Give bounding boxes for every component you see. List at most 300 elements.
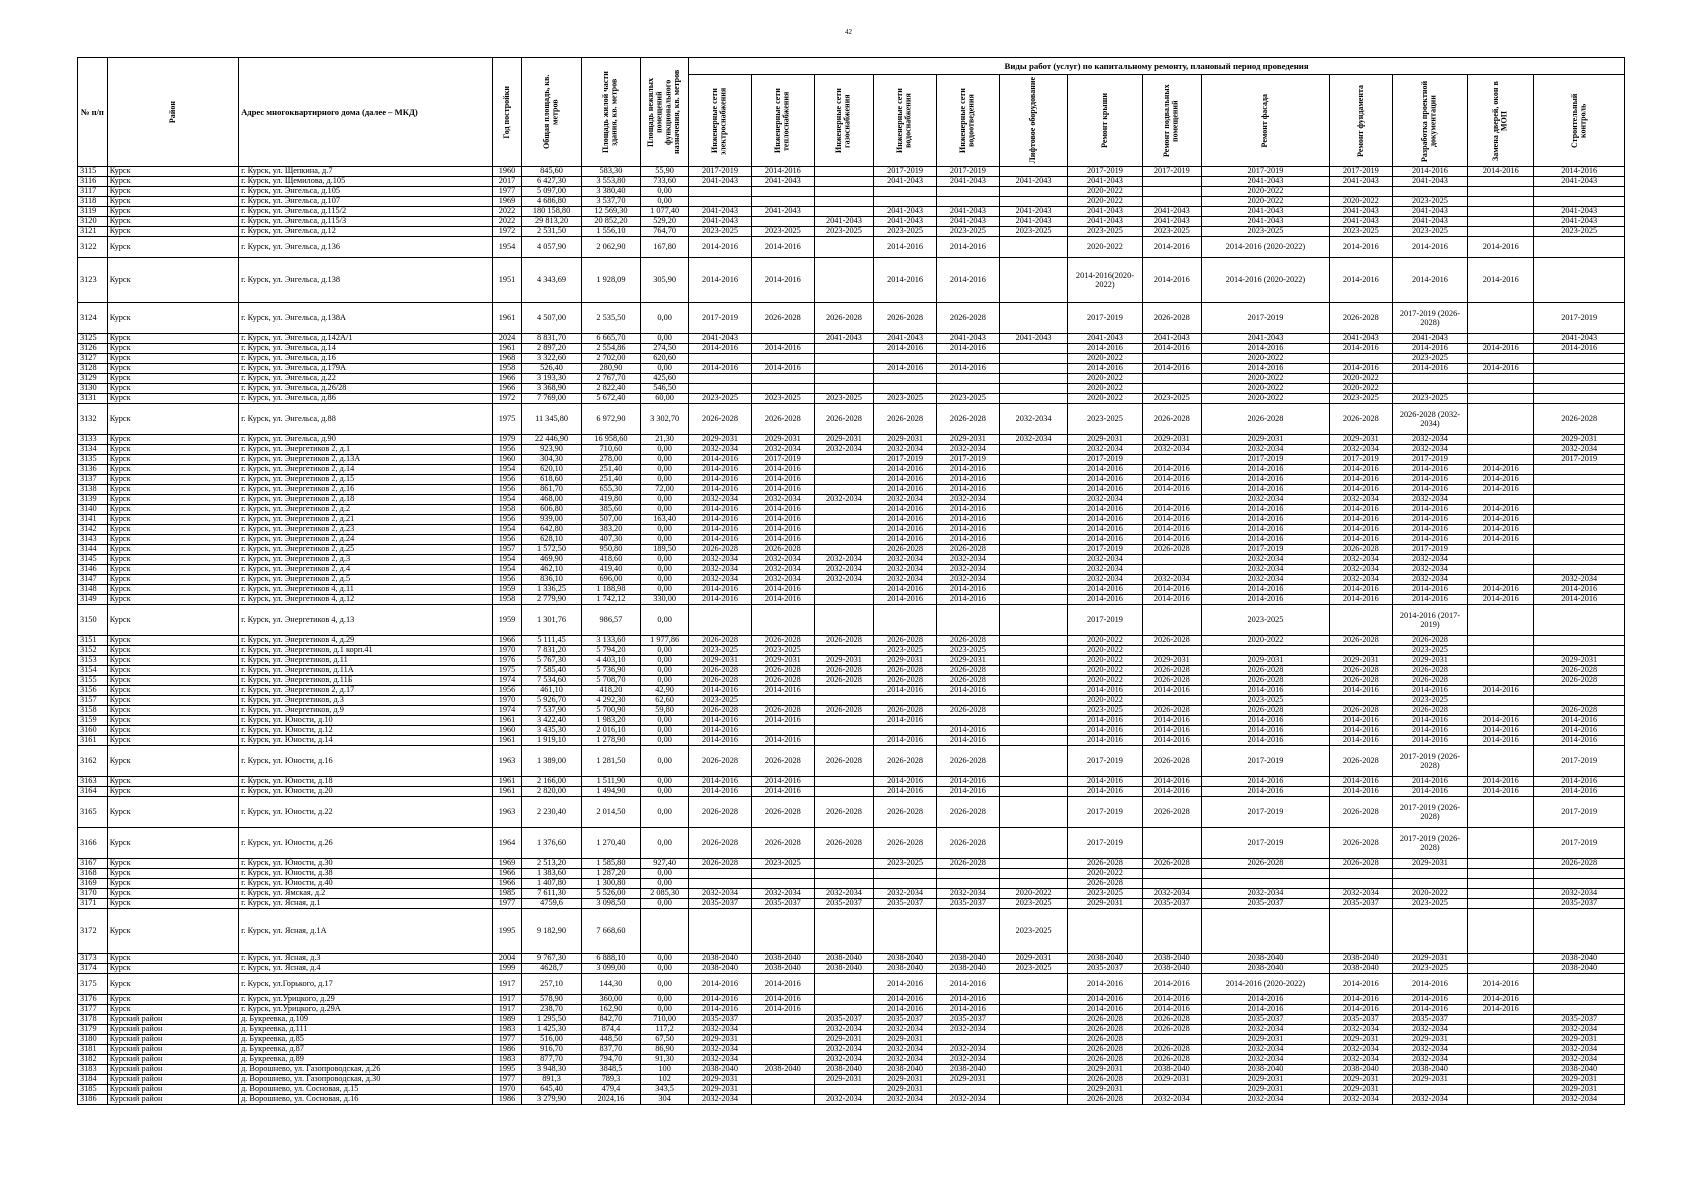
cell-work-period: 2029-2031: [874, 656, 937, 666]
cell-work-period: 2026-2028: [936, 828, 999, 859]
cell-nonliving-area: 0,00: [641, 1005, 689, 1015]
cell-work-period: [1468, 869, 1534, 879]
cell-living-area: 12 569,30: [581, 207, 640, 217]
cell-num: 3178: [78, 1015, 108, 1025]
cell-total-area: 578,90: [522, 995, 581, 1005]
cell-work-period: 2032-2034: [1392, 1045, 1467, 1055]
cell-total-area: 836,10: [522, 575, 581, 585]
cell-work-period: 2014-2016: [751, 465, 814, 475]
cell-work-period: [874, 869, 937, 879]
cell-nonliving-area: 91,30: [641, 1055, 689, 1065]
cell-work-period: [874, 384, 937, 394]
cell-address: г. Курск, ул. Энгельса, д.14: [239, 344, 493, 354]
cell-work-period: 2014-2016: [689, 258, 752, 303]
cell-work-period: 2026-2028: [1534, 859, 1625, 869]
cell-num: 3161: [78, 736, 108, 746]
cell-address: г. Курск, ул. Энгельса, д.115/2: [239, 207, 493, 217]
cell-work-period: [1468, 1095, 1534, 1105]
cell-work-period: 2026-2028: [874, 706, 937, 716]
cell-district: Курск: [107, 974, 238, 995]
cell-work-period: 2032-2034: [689, 575, 752, 585]
cell-district: Курск: [107, 344, 238, 354]
cell-work-period: 2038-2040: [874, 964, 937, 974]
cell-nonliving-area: 60,00: [641, 394, 689, 404]
cell-work-period: [936, 197, 999, 207]
cell-work-period: 2032-2034: [1534, 1055, 1625, 1065]
cell-work-period: [1534, 535, 1625, 545]
table-row: [78, 656, 1625, 666]
cell-work-period: 2023-2025: [874, 646, 937, 656]
cell-total-area: 923,90: [522, 445, 581, 455]
cell-work-period: [751, 605, 814, 636]
cell-work-period: 2032-2034: [1329, 565, 1392, 575]
cell-work-period: 2014-2016: [1392, 505, 1467, 515]
cell-work-period: 2029-2031: [689, 1085, 752, 1095]
cell-district: Курск: [107, 535, 238, 545]
cell-work-period: 2014-2016: [751, 167, 814, 177]
cell-work-period: [1201, 646, 1329, 656]
cell-work-period: 2014-2016: [1392, 726, 1467, 736]
cell-work-period: 2029-2031: [1392, 954, 1467, 964]
cell-num: 3185: [78, 1085, 108, 1095]
cell-work-period: [1534, 505, 1625, 515]
cell-work-period: 2038-2040: [1329, 954, 1392, 964]
cell-work-period: 2014-2016: [936, 726, 999, 736]
cell-work-period: 2041-2043: [1534, 207, 1625, 217]
cell-work-period: [999, 475, 1068, 485]
cell-work-period: 2023-2025: [814, 394, 873, 404]
table-row: [78, 465, 1625, 475]
cell-total-area: 7 769,00: [522, 394, 581, 404]
cell-nonliving-area: 0,00: [641, 585, 689, 595]
cell-district: Курск: [107, 575, 238, 585]
cell-work-period: 2014-2016: [936, 736, 999, 746]
cell-work-period: 2017-2019: [936, 455, 999, 465]
cell-work-period: 2023-2025: [874, 394, 937, 404]
cell-work-period: 2014-2016: [1142, 535, 1201, 545]
cell-num: 3165: [78, 797, 108, 828]
cell-work-period: 2041-2043: [1201, 207, 1329, 217]
cell-work-period: 2014-2016: [874, 465, 937, 475]
cell-work-period: [814, 1005, 873, 1015]
cell-work-period: [999, 974, 1068, 995]
cell-address: г. Курск, ул. Энергетиков 2, д.23: [239, 525, 493, 535]
cell-work-period: 2026-2028: [689, 676, 752, 686]
cell-work-period: 2026-2028: [814, 666, 873, 676]
cell-work-period: [1142, 565, 1201, 575]
cell-address: г. Курск, ул. Ясная, д.4: [239, 964, 493, 974]
cell-year: 1966: [492, 636, 522, 646]
cell-work-period: [874, 696, 937, 706]
cell-work-period: 2029-2031: [1534, 435, 1625, 445]
table-row: [78, 545, 1625, 555]
cell-address: г. Курск, ул. Энергетиков 2, д.5: [239, 575, 493, 585]
cell-nonliving-area: 0,00: [641, 746, 689, 777]
cell-nonliving-area: 0,00: [641, 575, 689, 585]
table-row: [78, 828, 1625, 859]
cell-district: Курск: [107, 207, 238, 217]
cell-district: Курск: [107, 475, 238, 485]
cell-work-period: 2029-2031: [1329, 1035, 1392, 1045]
cell-work-period: 2014-2016: [751, 787, 814, 797]
cell-work-period: 2032-2034: [874, 889, 937, 899]
cell-work-period: 2035-2037: [1201, 899, 1329, 909]
cell-total-area: 845,60: [522, 167, 581, 177]
cell-work-period: [874, 879, 937, 889]
cell-work-period: 2029-2031: [1142, 1075, 1201, 1085]
cell-work-period: 2014-2016: [1329, 364, 1392, 374]
cell-num: 3155: [78, 676, 108, 686]
cell-living-area: 1 556,10: [581, 227, 640, 237]
cell-work-period: 2026-2028: [936, 706, 999, 716]
cell-work-period: 2014-2016: [1392, 777, 1467, 787]
cell-work-period: [999, 237, 1068, 258]
cell-address: г. Курск, ул. Энергетиков 2, д.17: [239, 686, 493, 696]
cell-work-period: 2014-2016: [1468, 475, 1534, 485]
cell-work-period: 2029-2031: [1201, 656, 1329, 666]
cell-work-period: [999, 1025, 1068, 1035]
cell-district: Курск: [107, 828, 238, 859]
cell-work-period: 2014-2016: [1468, 344, 1534, 354]
cell-work-period: 2023-2025: [751, 394, 814, 404]
cell-work-period: [1329, 909, 1392, 954]
cell-work-period: 2032-2034: [1068, 445, 1142, 455]
cell-work-period: 2026-2028: [1201, 859, 1329, 869]
cell-work-period: 2041-2043: [1201, 334, 1329, 344]
cell-work-period: [999, 1005, 1068, 1015]
cell-num: 3175: [78, 974, 108, 995]
cell-work-period: 2026-2028: [1068, 1095, 1142, 1105]
cell-work-period: [1534, 258, 1625, 303]
cell-work-period: 2014-2016: [689, 364, 752, 374]
cell-nonliving-area: 163,40: [641, 515, 689, 525]
cell-work-period: 2032-2034: [1201, 1045, 1329, 1055]
cell-num: 3177: [78, 1005, 108, 1015]
cell-num: 3183: [78, 1065, 108, 1075]
cell-work-period: 2032-2034: [751, 889, 814, 899]
cell-work-period: [1468, 555, 1534, 565]
cell-work-period: [751, 1035, 814, 1045]
cell-work-period: 2014-2016: [1201, 465, 1329, 475]
cell-work-period: 2014-2016: [874, 595, 937, 605]
cell-work-period: 2014-2016: [1068, 525, 1142, 535]
cell-living-area: 16 958,60: [581, 435, 640, 445]
cell-address: г. Курск, ул. Энергетиков, д.1 корп.41: [239, 646, 493, 656]
cell-work-period: 2014-2016: [1329, 686, 1392, 696]
cell-living-area: 251,40: [581, 465, 640, 475]
cell-address: д. Букреевка, д.85: [239, 1035, 493, 1045]
cell-work-period: 2032-2034: [689, 1045, 752, 1055]
cell-work-period: 2032-2034: [1534, 575, 1625, 585]
col-header-work-label: Инженерные сети электроснабжения: [710, 86, 729, 155]
cell-work-period: 2041-2043: [814, 217, 873, 227]
cell-work-period: 2041-2043: [1201, 177, 1329, 187]
cell-work-period: [1468, 303, 1534, 334]
cell-total-area: 642,80: [522, 525, 581, 535]
cell-year: 2022: [492, 217, 522, 227]
cell-living-area: 7 668,60: [581, 909, 640, 954]
cell-work-period: 2014-2016: [1329, 505, 1392, 515]
cell-work-period: [999, 828, 1068, 859]
cell-work-period: 2014-2016: [1468, 995, 1534, 1005]
cell-num: 3172: [78, 909, 108, 954]
cell-work-period: [874, 197, 937, 207]
cell-work-period: 2026-2028: [1068, 1015, 1142, 1025]
cell-work-period: 2029-2031: [874, 1085, 937, 1095]
cell-work-period: 2029-2031: [814, 656, 873, 666]
cell-living-area: 1 300,80: [581, 879, 640, 889]
table-row: [78, 334, 1625, 344]
cell-work-period: 2017-2019: [1201, 167, 1329, 177]
cell-work-period: [751, 187, 814, 197]
cell-work-period: 2041-2043: [814, 334, 873, 344]
cell-district: Курск: [107, 869, 238, 879]
cell-total-area: 3 948,30: [522, 1065, 581, 1075]
table-row: [78, 515, 1625, 525]
cell-living-area: 1 511,90: [581, 777, 640, 787]
cell-work-period: 2029-2031: [1392, 1035, 1467, 1045]
cell-work-period: 2041-2043: [1068, 177, 1142, 187]
table-row: [78, 869, 1625, 879]
cell-work-period: 2032-2034: [874, 1095, 937, 1105]
cell-work-period: 2014-2016: [1142, 726, 1201, 736]
capital-repair-table-sheet: [77, 57, 1625, 1105]
cell-work-period: [999, 485, 1068, 495]
cell-work-period: 2023-2025: [1392, 899, 1467, 909]
cell-work-period: 2032-2034: [1534, 445, 1625, 455]
cell-total-area: 645,40: [522, 1085, 581, 1095]
table-row: [78, 167, 1625, 177]
cell-work-period: 2026-2028: [874, 746, 937, 777]
cell-work-period: 2014-2016: [1068, 585, 1142, 595]
table-row: [78, 187, 1625, 197]
cell-work-period: 2023-2025: [936, 646, 999, 656]
table-row: [78, 726, 1625, 736]
cell-nonliving-area: 0,00: [641, 646, 689, 656]
cell-living-area: 360,00: [581, 995, 640, 1005]
cell-living-area: 6 888,10: [581, 954, 640, 964]
table-row: [78, 974, 1625, 995]
cell-work-period: 2026-2028: [874, 636, 937, 646]
cell-work-period: 2023-2025: [689, 696, 752, 706]
cell-work-period: 2014-2016: [874, 485, 937, 495]
cell-work-period: 2014-2016: [936, 777, 999, 787]
cell-work-period: 2038-2040: [936, 1065, 999, 1075]
cell-address: г. Курск, ул.Горького, д.17: [239, 974, 493, 995]
cell-nonliving-area: 0,00: [641, 879, 689, 889]
cell-work-period: 2032-2034: [689, 445, 752, 455]
cell-work-period: 2014-2016: [1534, 726, 1625, 736]
cell-year: 1972: [492, 394, 522, 404]
cell-work-period: 2041-2043: [1142, 334, 1201, 344]
cell-work-period: 2038-2040: [874, 1065, 937, 1075]
cell-work-period: 2041-2043: [936, 334, 999, 344]
cell-total-area: 3 368,90: [522, 384, 581, 394]
cell-work-period: 2014-2016: [936, 787, 999, 797]
cell-work-period: 2032-2034: [936, 1025, 999, 1035]
cell-work-period: 2014-2016: [751, 595, 814, 605]
cell-work-period: 2026-2028: [689, 828, 752, 859]
cell-work-period: [1068, 909, 1142, 954]
cell-work-period: 2014-2016: [751, 258, 814, 303]
cell-work-period: [1468, 445, 1534, 455]
cell-work-period: 2029-2031: [1329, 656, 1392, 666]
cell-work-period: 2041-2043: [1392, 334, 1467, 344]
cell-work-period: 2014-2016: [751, 686, 814, 696]
cell-work-period: 2026-2028: [1142, 1015, 1201, 1025]
cell-year: 1983: [492, 1055, 522, 1065]
cell-total-area: 469,90: [522, 555, 581, 565]
cell-work-period: 2014-2016: [1142, 787, 1201, 797]
cell-work-period: 2026-2028: [1068, 1055, 1142, 1065]
cell-work-period: [814, 686, 873, 696]
cell-work-period: 2014-2016: [1068, 787, 1142, 797]
cell-work-period: [1468, 227, 1534, 237]
cell-work-period: 2014-2016: [689, 237, 752, 258]
cell-work-period: [1468, 646, 1534, 656]
cell-work-period: 2026-2028: [1329, 636, 1392, 646]
cell-work-period: 2032-2034: [1534, 889, 1625, 899]
cell-nonliving-area: 72,00: [641, 485, 689, 495]
table-row: [78, 535, 1625, 545]
cell-living-area: 655,30: [581, 485, 640, 495]
cell-nonliving-area: 0,00: [641, 676, 689, 686]
cell-living-area: 251,40: [581, 475, 640, 485]
cell-address: г. Курск, ул. Энергетиков 4, д.13: [239, 605, 493, 636]
cell-work-period: 2038-2040: [1534, 1065, 1625, 1075]
cell-living-area: 1 742,12: [581, 595, 640, 605]
cell-work-period: [814, 726, 873, 736]
cell-address: г. Курск, ул. Ямская, д.2: [239, 889, 493, 899]
cell-work-period: [999, 696, 1068, 706]
cell-nonliving-area: 1 977,86: [641, 636, 689, 646]
cell-work-period: [999, 1015, 1068, 1025]
cell-year: 1958: [492, 505, 522, 515]
cell-work-period: [1142, 1035, 1201, 1045]
table-row: [78, 736, 1625, 746]
cell-work-period: [751, 726, 814, 736]
cell-work-period: [1142, 495, 1201, 505]
cell-district: Курск: [107, 227, 238, 237]
cell-work-period: [999, 1095, 1068, 1105]
cell-work-period: [1201, 974, 1329, 995]
cell-work-period: 2026-2028: [1329, 545, 1392, 555]
cell-year: 1979: [492, 435, 522, 445]
cell-work-period: 2038-2040: [814, 954, 873, 964]
cell-nonliving-area: 59,80: [641, 706, 689, 716]
cell-work-period: 2014-2016: [689, 585, 752, 595]
cell-work-period: 2017-2019: [1329, 455, 1392, 465]
cell-district: Курск: [107, 736, 238, 746]
cell-work-period: 2038-2040: [751, 964, 814, 974]
cell-work-period: 2029-2031: [1142, 435, 1201, 445]
table-row: [78, 746, 1625, 777]
cell-work-period: [1329, 354, 1392, 364]
cell-work-period: 2014-2016: [1468, 237, 1534, 258]
cell-work-period: 2029-2031: [1392, 1075, 1467, 1085]
cell-work-period: 2026-2028: [1201, 666, 1329, 676]
table-row: [78, 889, 1625, 899]
col-header-work: [814, 75, 873, 167]
cell-work-period: 2032-2034: [751, 565, 814, 575]
cell-num: 3127: [78, 354, 108, 364]
cell-living-area: 2 014,50: [581, 797, 640, 828]
cell-nonliving-area: 0,00: [641, 455, 689, 465]
cell-work-period: 2026-2028: [1068, 879, 1142, 889]
cell-address: д. Ворошнево, ул. Сосновая, д.16: [239, 1095, 493, 1105]
table-row: [78, 505, 1625, 515]
cell-district: Курск: [107, 505, 238, 515]
cell-year: 1954: [492, 495, 522, 505]
cell-total-area: 180 158,80: [522, 207, 581, 217]
cell-work-period: 2023-2025: [874, 859, 937, 869]
cell-total-area: 7 585,40: [522, 666, 581, 676]
cell-work-period: 2020-2022: [1392, 889, 1467, 899]
cell-work-period: [1534, 364, 1625, 374]
cell-work-period: 2014-2016: [751, 974, 814, 995]
cell-work-period: 2041-2043: [1329, 334, 1392, 344]
cell-work-period: [874, 187, 937, 197]
cell-work-period: 2014-2016: [751, 777, 814, 787]
cell-year: 1951: [492, 258, 522, 303]
cell-work-period: 2014-2016: [1068, 686, 1142, 696]
cell-work-period: [1534, 394, 1625, 404]
cell-year: 1986: [492, 1095, 522, 1105]
cell-total-area: 2 820,00: [522, 787, 581, 797]
cell-work-period: [814, 384, 873, 394]
cell-work-period: 2014-2016: [689, 777, 752, 787]
cell-num: 3147: [78, 575, 108, 585]
cell-work-period: [814, 465, 873, 475]
cell-total-area: 3 193,30: [522, 374, 581, 384]
cell-work-period: [936, 1085, 999, 1095]
cell-work-period: 2020-2022: [1201, 394, 1329, 404]
cell-work-period: 2014-2016: [1468, 167, 1534, 177]
cell-year: 1977: [492, 187, 522, 197]
cell-work-period: 2014-2016: [1201, 777, 1329, 787]
cell-work-period: 2014-2016: [936, 686, 999, 696]
cell-year: 1972: [492, 227, 522, 237]
cell-work-period: [1142, 455, 1201, 465]
col-header-district: Район: [107, 58, 238, 167]
table-row: [78, 995, 1625, 1005]
cell-work-period: [1534, 646, 1625, 656]
cell-work-period: 2029-2031: [1201, 1085, 1329, 1095]
cell-work-period: 2023-2025: [936, 394, 999, 404]
cell-work-period: 2023-2025: [689, 394, 752, 404]
cell-work-period: 2014-2016: [1468, 505, 1534, 515]
cell-work-period: 2032-2034: [751, 555, 814, 565]
cell-year: 1954: [492, 555, 522, 565]
cell-num: 3154: [78, 666, 108, 676]
cell-living-area: 2 016,10: [581, 726, 640, 736]
cell-work-period: [1534, 686, 1625, 696]
cell-work-period: [874, 909, 937, 954]
col-header-work: [1142, 75, 1201, 167]
cell-total-area: 2 779,90: [522, 595, 581, 605]
cell-work-period: 2023-2025: [751, 859, 814, 869]
cell-work-period: [814, 344, 873, 354]
cell-work-period: 2020-2022: [1068, 869, 1142, 879]
cell-total-area: 1 376,60: [522, 828, 581, 859]
col-header-address: Адрес многоквартирного дома (далее – МКД): [239, 58, 493, 167]
cell-total-area: 462,10: [522, 565, 581, 575]
cell-work-period: [999, 1055, 1068, 1065]
cell-work-period: 2023-2025: [1329, 227, 1392, 237]
cell-work-period: 2023-2025: [936, 227, 999, 237]
cell-work-period: 2014-2016: [936, 974, 999, 995]
cell-work-period: 2029-2031: [751, 435, 814, 445]
